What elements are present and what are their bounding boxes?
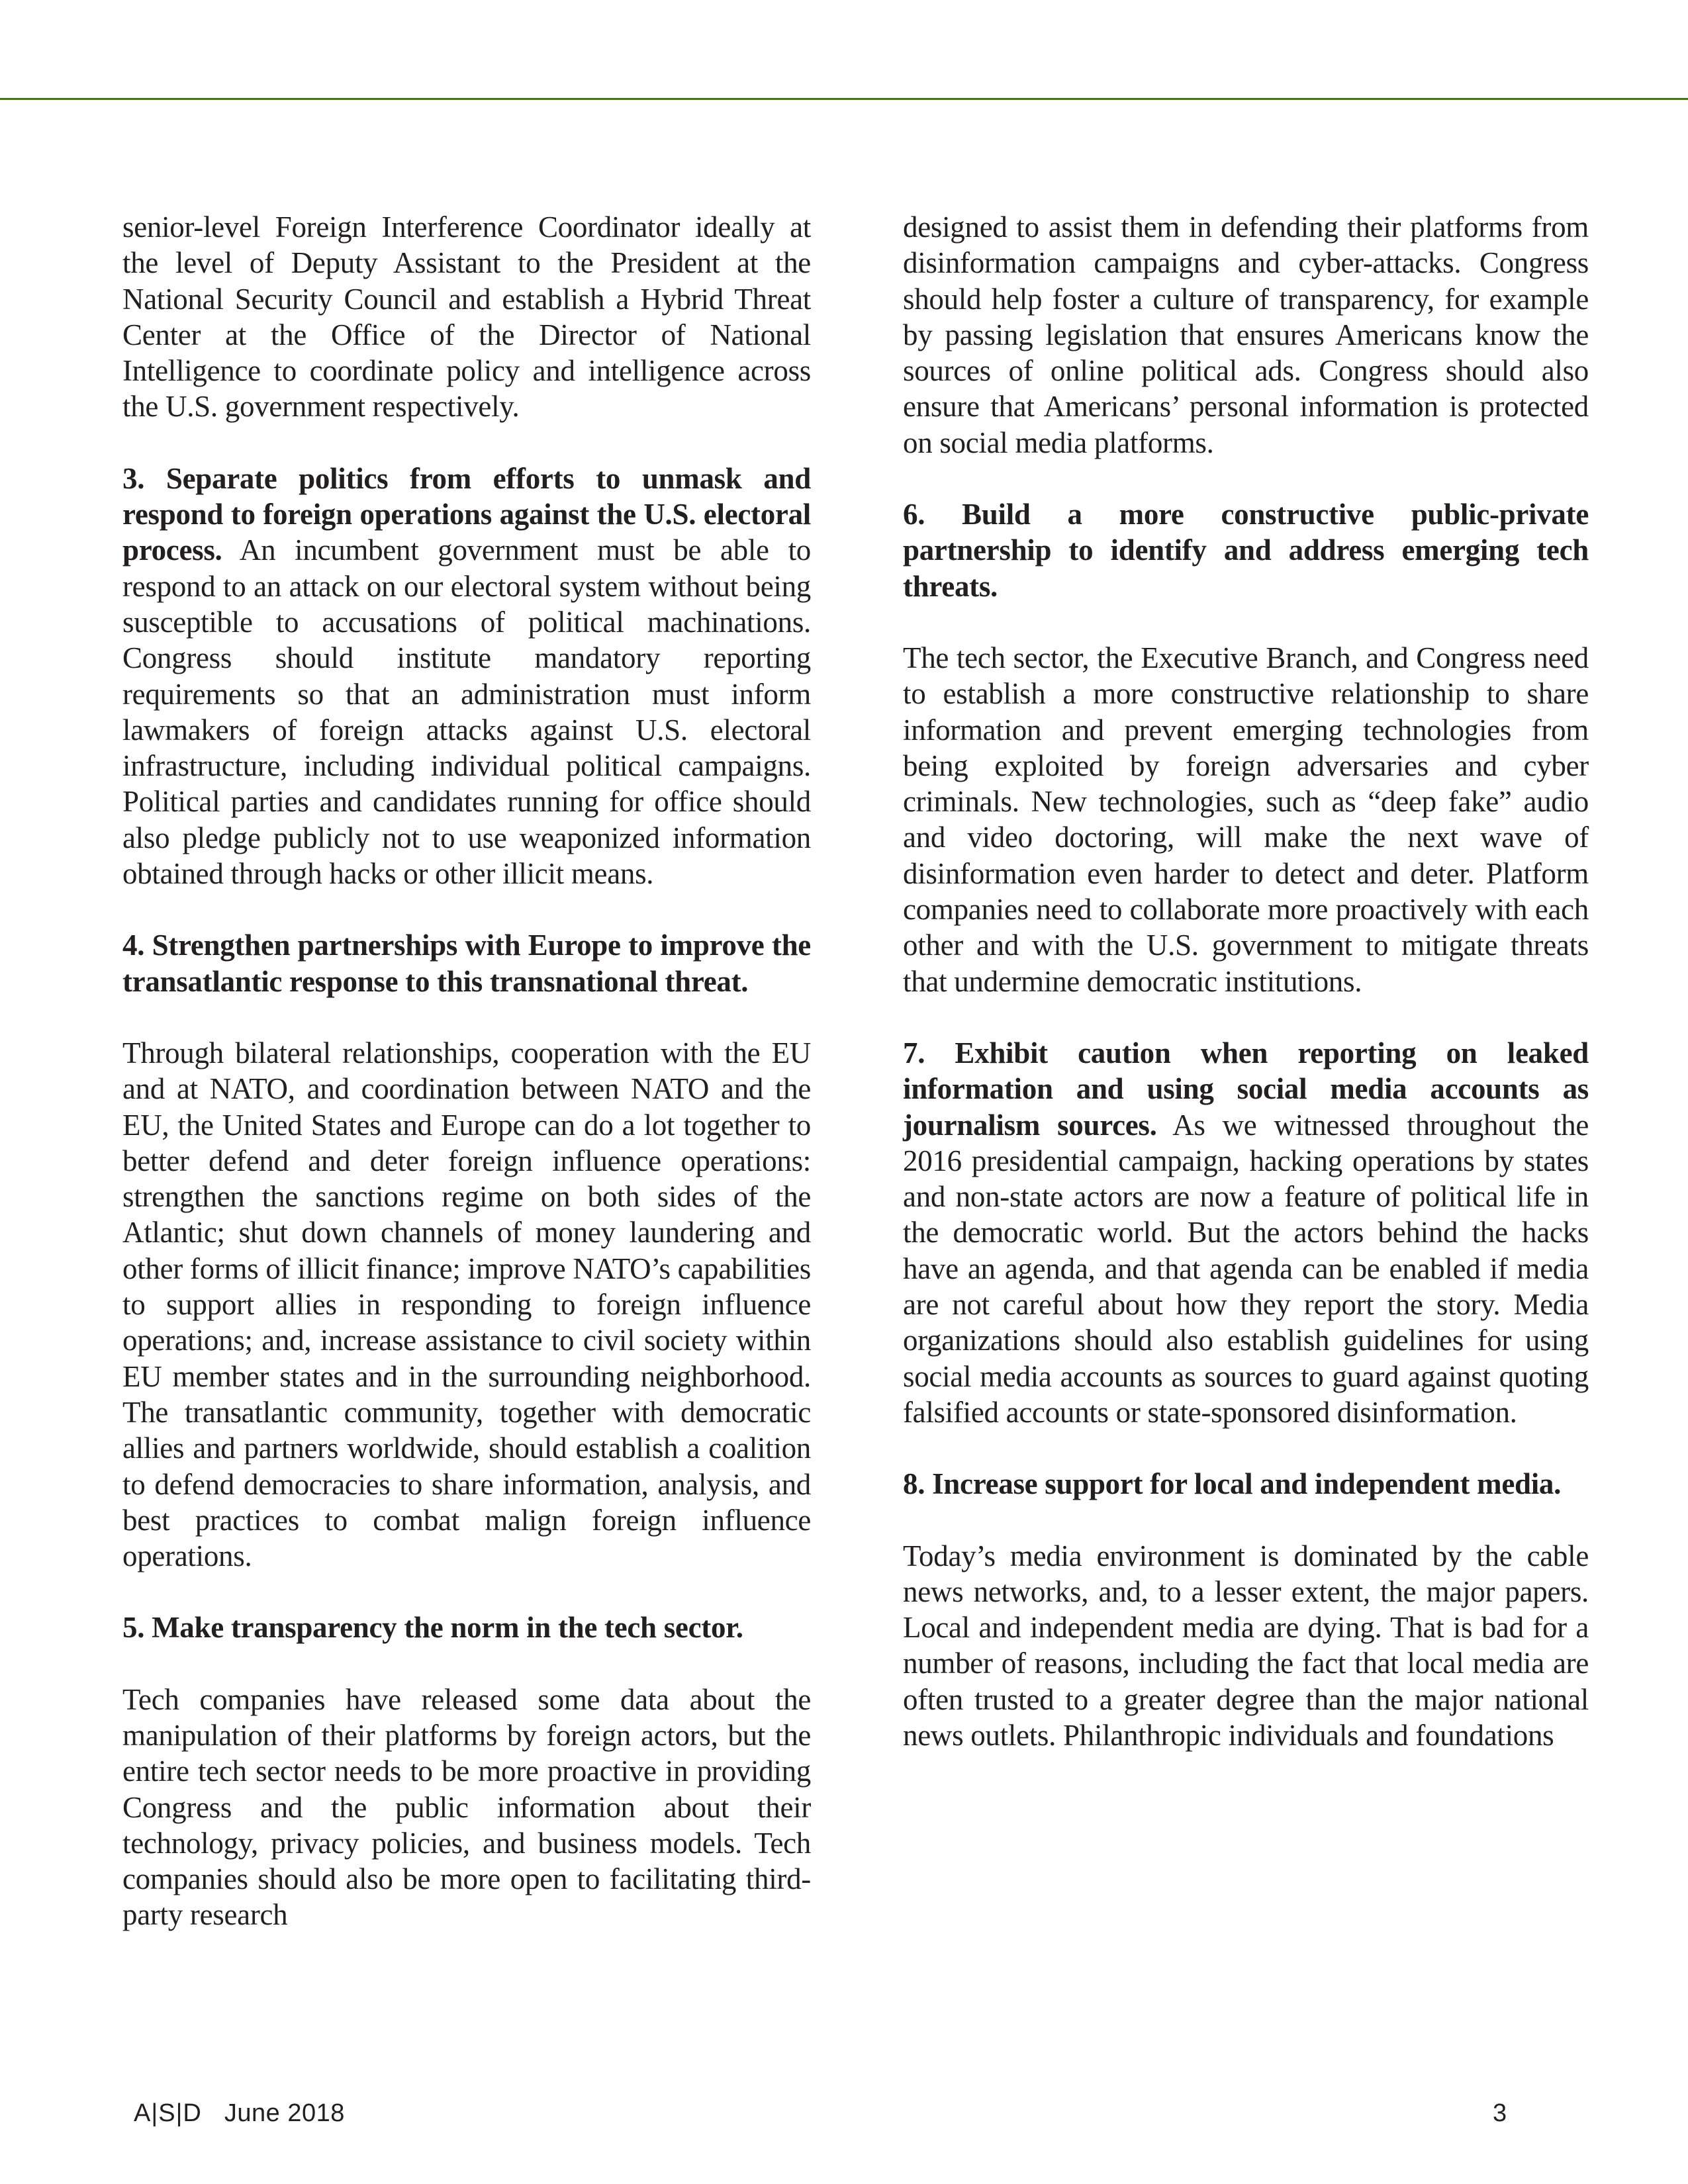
header-rule <box>0 98 1688 100</box>
footer-publication <box>134 2099 345 2128</box>
recommendation-5-body: Tech companies have released some data about the manipulation of their platforms by foreign actors, but the entire tech sector needs to be more proactive in providing Congress and the public information about their technology, privacy policies, and business models. Tech companies should also be more open to facilitating third-party research <box>122 1682 811 1932</box>
continued-paragraph: senior-level Foreign Interference Coordinator ideally at the level of Deputy Assistant to the President at the National Security Council and establish a Hybrid Threat Center at the Office of the Director of National Intelligence to coordinate policy and intelligence across the U.S. government respectively. <box>122 210 811 424</box>
recommendation-5-title: 5. Make transparency the norm in the tech sector. <box>122 1611 743 1645</box>
page-number: 3 <box>1493 2099 1507 2127</box>
continued-paragraph: designed to assist them in defending their platforms from disinformation campaigns and cyber-attacks. Congress should help foster a culture of transparency, for example by passing legislation that ensures Americans know the sources of online political ads. Congress should also ensure that Americans’ personal information is protected on social media platforms. <box>903 210 1589 459</box>
recommendation-3-body: An incumbent government must be able to respond to an attack on our electoral system without being susceptible to accusations of political machinations. Congress should institute mandatory reporting requirements so that an administration must inform lawmakers of foreign attacks against U.S. electoral infrastructure, including individual political campaigns. Political parties and candidates running for office should also pledge publicly not to use weaponized information obtained through hacks or other illicit means. <box>122 533 811 891</box>
right-column <box>903 209 1589 1789</box>
recommendation-4-body: Through bilateral relationships, cooperation with the EU and at NATO, and coordination between NATO and the EU, the United States and Europe can do a lot together to better defend and deter foreign influence operations: strengthen the sanctions regime on both sides of the Atlantic; shut down channels of money laundering and other forms of illicit finance; improve NATO’s capabilities to support allies in responding to foreign influence operations; and, increase assistance to civil society within EU member states and in the surrounding neighborhood. The transatlantic community, together with democratic allies and partners worldwide, should establish a coalition to defend democracies to share information, analysis, and best practices to combat malign foreign influence operations. <box>122 1036 811 1573</box>
recommendation-7-body: As we witnessed throughout the 2016 presidential campaign, hacking operations by states and non-state actors are now a feature of political life in the democratic world. But the actors behind the hacks have an agenda, and that agenda can be enabled if media are not careful about how they report the story. Media organizations should also establish guidelines for using social media accounts as sources to guard against quoting falsified accounts or state-sponsored disinformation. <box>903 1108 1589 1429</box>
recommendation-7 <box>903 1035 1589 1430</box>
recommendation-6-title: 6. Build a more constructive public-private partnership to identify and address emerging tech threats. <box>903 498 1589 603</box>
recommendation-7-title: 7. Exhibit caution when reporting on leaked information and using social media accounts as journalism sources. <box>903 1036 1589 1142</box>
recommendation-8-title: 8. Increase support for local and independent media. <box>903 1467 1562 1501</box>
recommendation-6-body: The tech sector, the Executive Branch, and Congress need to establish a more constructive relationship to share information and prevent emerging technologies from being exploited by foreign adversaries and cyber criminals. New technologies, such as “deep fake” audio and video doctoring, will make the next wave of disinformation even harder to detect and deter. Platform companies need to collaborate more proactively with each other and with the U.S. government to mitigate threats that undermine democratic institutions. <box>903 641 1589 998</box>
org-logo-text: A|S|D <box>134 2099 202 2127</box>
publication-date: June 2018 <box>224 2099 345 2127</box>
recommendation-3-title: 3. Separate politics from efforts to unmask and respond to foreign operations against the U.S. electoral process. <box>122 461 811 567</box>
left-column <box>122 209 811 1969</box>
recommendation-3 <box>122 461 811 892</box>
recommendation-8-body: Today’s media environment is dominated by the cable news networks, and, to a lesser extent, the major papers. Local and independent media are dying. That is bad for a number of reasons, including the fact that local media are often trusted to a greater degree than the major national news outlets. Philanthropic individuals and foundations <box>903 1539 1589 1752</box>
recommendation-4-title: 4. Strengthen partnerships with Europe to improve the transatlantic response to this transnational threat. <box>122 929 811 998</box>
